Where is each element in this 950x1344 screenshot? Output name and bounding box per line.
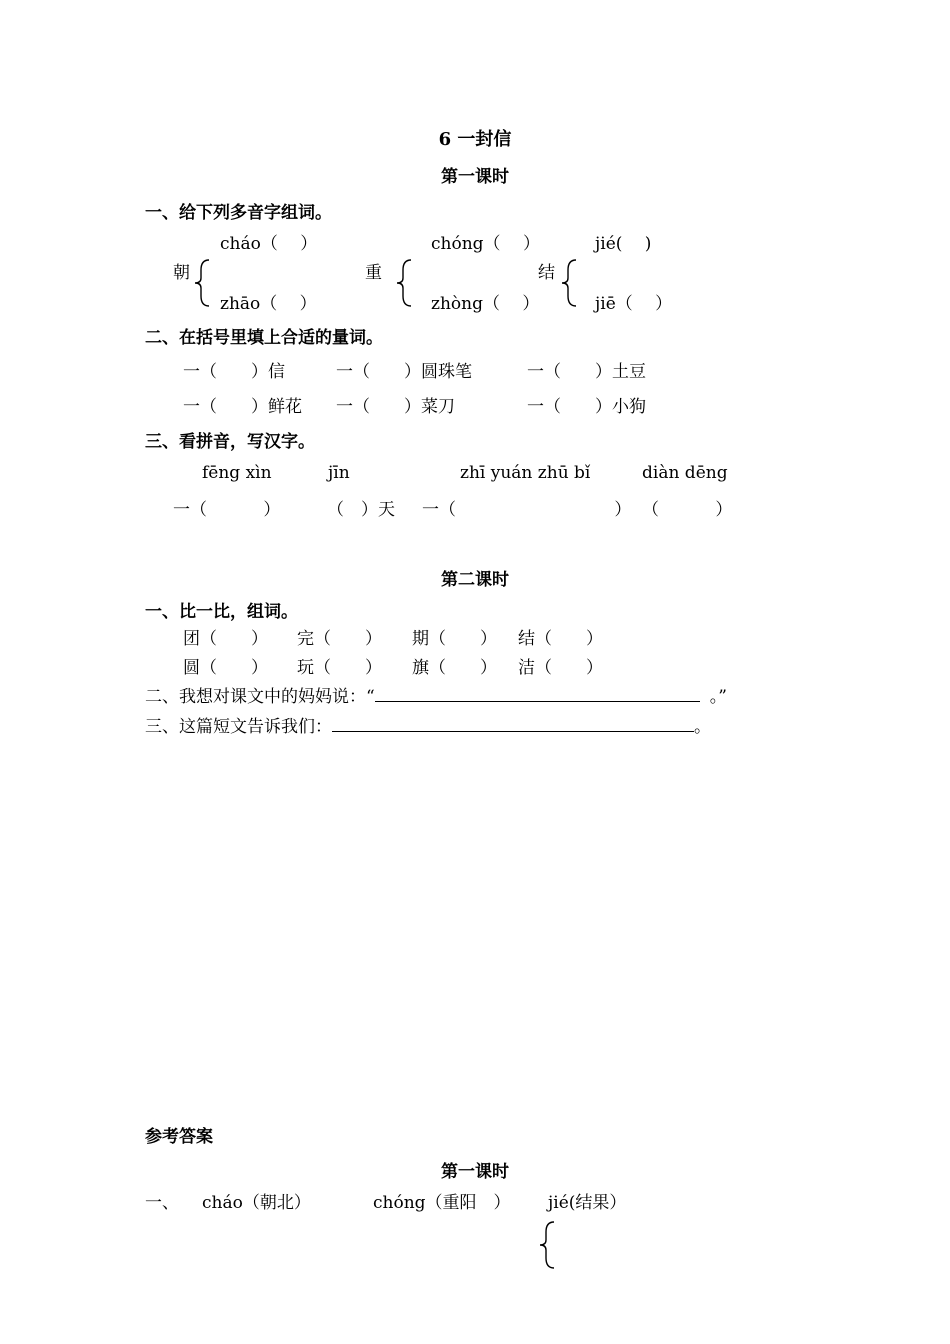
pinyin-top: jié( ) — [595, 234, 652, 254]
pinyin-bottom: jiē（ ） — [595, 294, 673, 314]
pinyin-prompt: fēng xìn — [202, 463, 272, 483]
l1-q3-title: 三、看拼音，写汉字。 — [145, 432, 315, 452]
answer-blank: （ ） — [642, 500, 733, 520]
compare-item: 玩（ ） — [297, 658, 382, 678]
answer-item: jié(结果） — [548, 1193, 627, 1213]
l1-q2-title: 二、在括号里填上合适的量词。 — [145, 328, 383, 348]
polyphone-char: 朝 — [173, 263, 190, 283]
polyphone-char: 结 — [538, 263, 555, 283]
l1-q1-title: 一、给下列多音字组词。 — [145, 203, 332, 223]
answer-q1-label: 一、 — [145, 1193, 179, 1213]
lesson2-heading: 第二课时 — [441, 570, 509, 590]
answer-blank: 一（ ） — [422, 500, 632, 520]
pinyin-prompt: jīn — [328, 463, 350, 483]
pinyin-top: chóng（ ） — [431, 234, 540, 254]
page-title: 6 一封信 — [438, 129, 512, 150]
measure-item: 一（ ）土豆 — [527, 362, 646, 382]
l2-q1-title: 一、比一比，组词。 — [145, 602, 298, 622]
l2-q2 — [145, 682, 727, 707]
l2-q2-prefix: 二、我想对课文中的妈妈说：“ — [145, 687, 375, 707]
compare-item: 完（ ） — [297, 629, 382, 649]
compare-item: 期（ ） — [412, 629, 497, 649]
left-brace-icon — [538, 1220, 558, 1270]
l2-q3-suffix: 。 — [694, 717, 711, 737]
answers-heading: 参考答案 — [145, 1127, 213, 1147]
answer-line[interactable] — [375, 687, 700, 702]
answer-item: cháo（朝北） — [202, 1193, 311, 1213]
polyphone-char: 重 — [365, 263, 382, 283]
measure-item: 一（ ）鲜花 — [183, 397, 302, 417]
pinyin-bottom: zhāo（ ） — [220, 294, 317, 314]
l2-q3 — [145, 712, 711, 737]
left-brace-icon — [395, 258, 415, 308]
pinyin-bottom: zhòng（ ） — [431, 294, 540, 314]
l2-q3-prefix: 三、这篇短文告诉我们： — [145, 717, 332, 737]
answer-blank: （ ）天 — [327, 500, 395, 520]
answer-item: chóng（重阳 ） — [373, 1193, 511, 1213]
pinyin-prompt: zhī yuán zhū bǐ — [460, 463, 591, 483]
left-brace-icon — [560, 258, 580, 308]
compare-item: 团（ ） — [183, 629, 268, 649]
pinyin-prompt: diàn dēng — [642, 463, 728, 483]
compare-item: 结（ ） — [518, 629, 603, 649]
l2-q2-suffix: 。” — [709, 687, 727, 707]
compare-item: 旗（ ） — [412, 658, 497, 678]
measure-item: 一（ ）菜刀 — [336, 397, 455, 417]
answers-lesson1-heading: 第一课时 — [441, 1162, 509, 1182]
compare-item: 洁（ ） — [518, 658, 603, 678]
lesson1-heading: 第一课时 — [441, 167, 509, 187]
answer-blank: 一（ ） — [173, 500, 281, 520]
answer-line[interactable] — [332, 717, 694, 732]
left-brace-icon — [193, 258, 213, 308]
measure-item: 一（ ）信 — [183, 362, 285, 382]
compare-item: 圆（ ） — [183, 658, 268, 678]
measure-item: 一（ ）圆珠笔 — [336, 362, 472, 382]
pinyin-top: cháo（ ） — [220, 234, 318, 254]
measure-item: 一（ ）小狗 — [527, 397, 646, 417]
